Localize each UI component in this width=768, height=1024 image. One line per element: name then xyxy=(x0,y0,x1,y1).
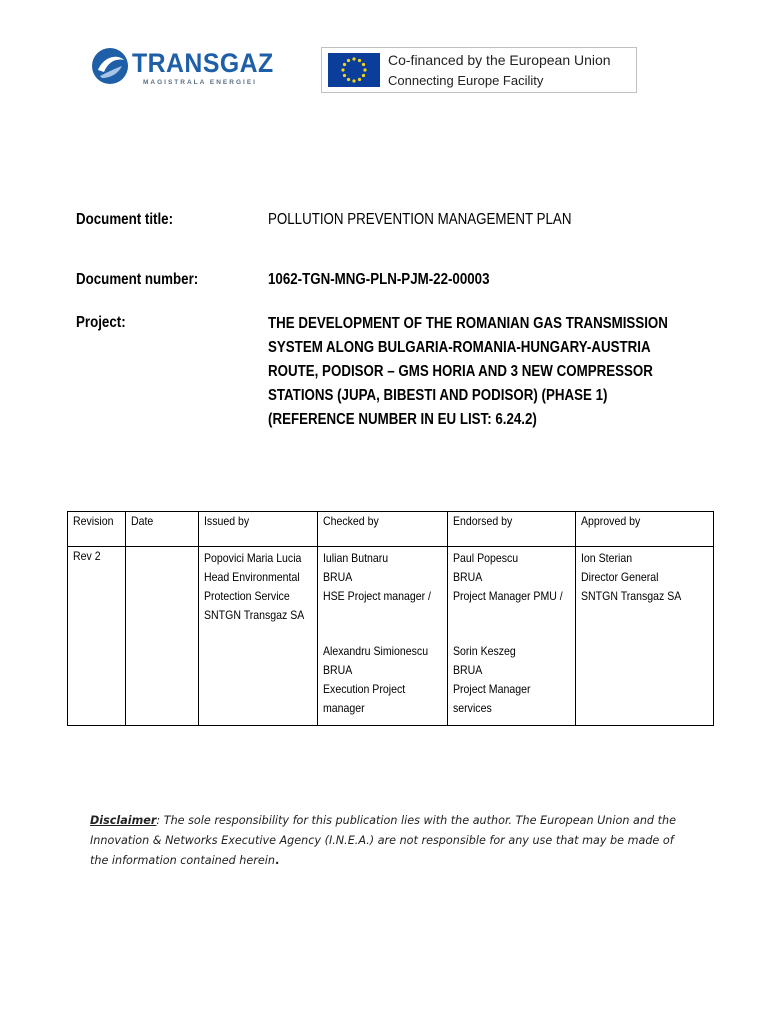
document-number-value: 1062-TGN-MNG-PLN-PJM-22-00003 xyxy=(268,271,490,288)
eu-cofinance-text: Co-financed by the European Union xyxy=(388,52,611,68)
disclaimer-end: . xyxy=(274,854,280,867)
cell-approved-by: Ion Sterian Director General SNTGN Transgaz SA xyxy=(576,547,714,726)
table-header-row xyxy=(68,512,714,547)
eu-flag-icon xyxy=(328,53,380,87)
project-line: (REFERENCE NUMBER IN EU LIST: 6.24.2) xyxy=(268,411,537,428)
cell-issued-by: Popovici Maria Lucia Head Environmental Protection Service SNTGN Transgaz SA xyxy=(199,547,318,726)
header-issued-by: Issued by xyxy=(199,512,318,547)
header-checked-by: Checked by xyxy=(318,512,448,547)
transgaz-logo xyxy=(90,44,274,94)
transgaz-tagline: MAGISTRALA ENERGIEI xyxy=(143,79,257,86)
cell-endorsed-by: Paul Popescu BRUA Project Manager PMU / Sorin Keszeg BRUA Project Manager services xyxy=(448,547,576,726)
header-revision: Revision xyxy=(68,512,126,547)
disclaimer xyxy=(90,811,690,871)
header-endorsed-by: Endorsed by xyxy=(448,512,576,547)
project-label: Project: xyxy=(76,314,126,331)
document-number-label: Document number: xyxy=(76,271,199,288)
eu-facility-text: Connecting Europe Facility xyxy=(388,73,544,88)
header-approved-by: Approved by xyxy=(576,512,714,547)
disclaimer-label: Disclaimer xyxy=(90,814,157,827)
document-title-value: POLLUTION PREVENTION MANAGEMENT PLAN xyxy=(268,211,572,228)
project-line: SYSTEM ALONG BULGARIA-ROMANIA-HUNGARY-AUSTRIA xyxy=(268,339,651,356)
cell-checked-by: Iulian Butnaru BRUA HSE Project manager / Alexandru Simionescu BRUA Execution Project manager xyxy=(318,547,448,726)
table-row xyxy=(68,547,714,726)
document-title-label: Document title: xyxy=(76,211,174,228)
project-line: ROUTE, PODISOR – GMS HORIA AND 3 NEW COMPRESSOR xyxy=(268,363,653,380)
eu-cofinance-banner xyxy=(321,47,637,93)
project-line: STATIONS (JUPA, BIBESTI AND PODISOR) (PHASE 1) xyxy=(268,387,608,404)
disclaimer-text: The sole responsibility for this publication lies with the author. The European Union and the Innovation & Networks Executive Agency (I.N.E.A.) are not responsible for any use that may be made of the information contained herein xyxy=(90,814,676,867)
revision-table xyxy=(67,511,714,726)
cell-date xyxy=(126,547,199,726)
header-date: Date xyxy=(126,512,199,547)
disclaimer-colon: : xyxy=(156,814,161,827)
transgaz-swirl-icon xyxy=(90,46,130,86)
transgaz-wordmark: TRANSGAZ xyxy=(132,48,274,78)
project-line: THE DEVELOPMENT OF THE ROMANIAN GAS TRANSMISSION xyxy=(268,315,668,332)
project-description xyxy=(268,312,668,432)
cell-revision: Rev 2 xyxy=(68,547,126,726)
